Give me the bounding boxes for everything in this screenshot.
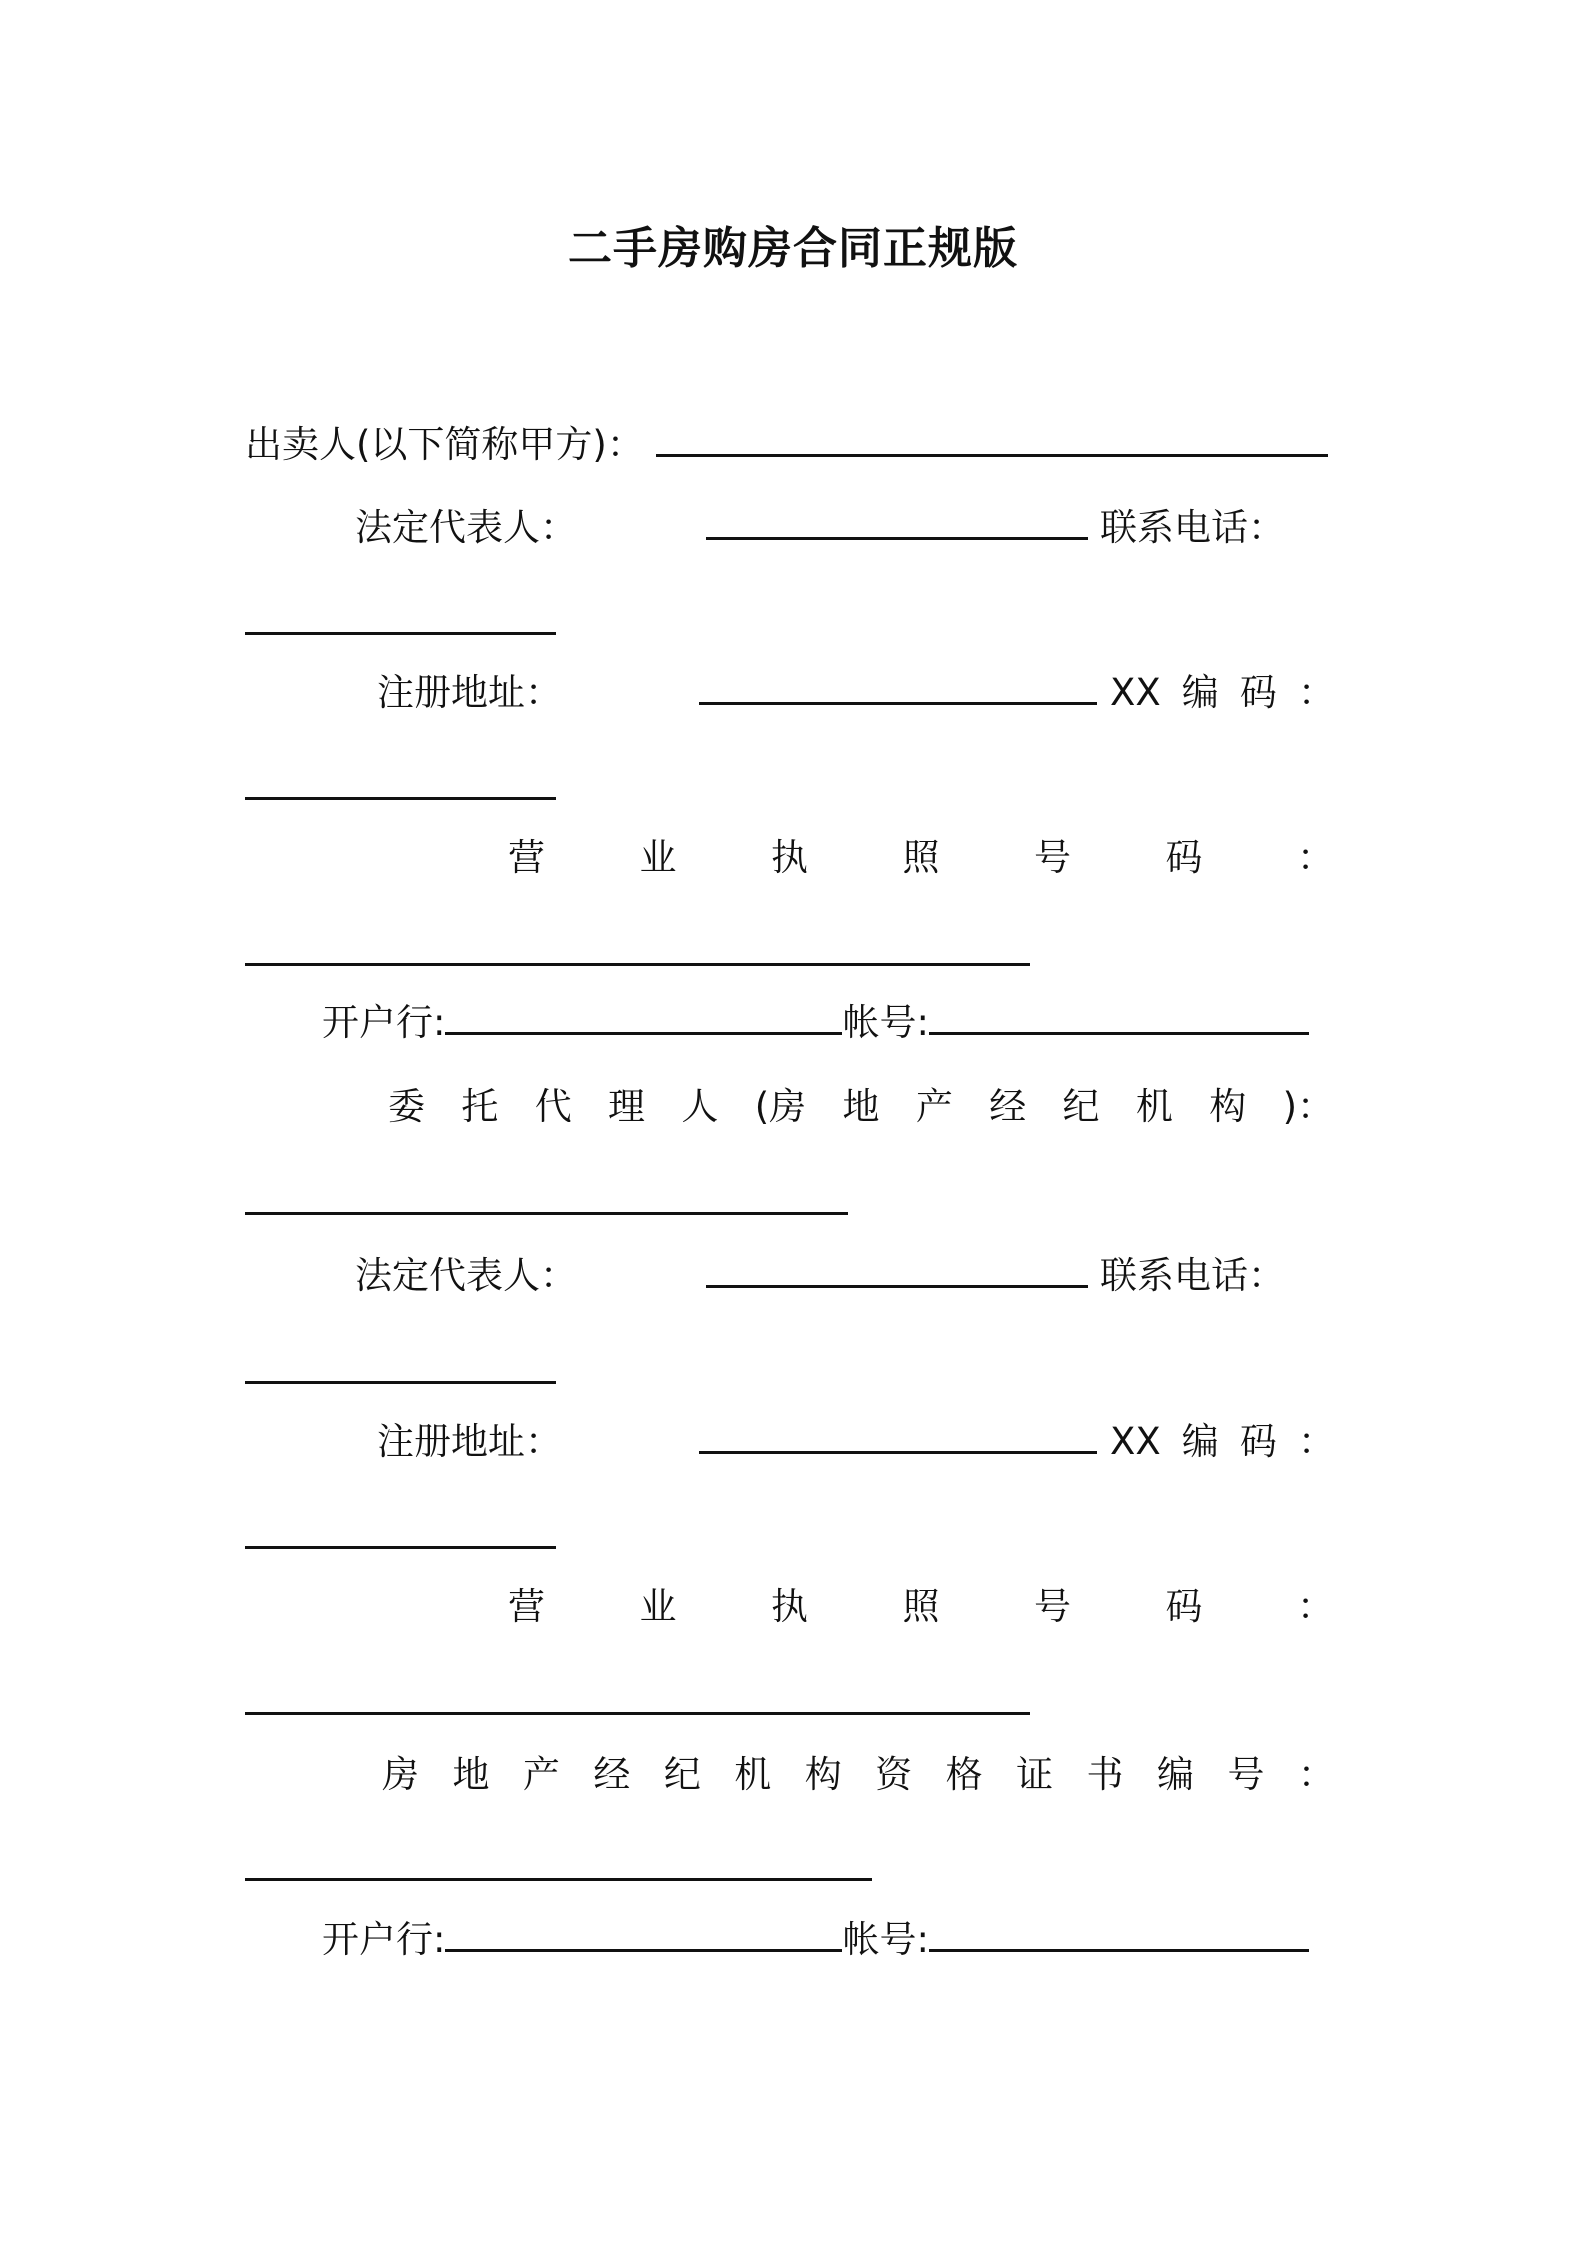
label-char: 号: [1034, 836, 1071, 879]
agent-bank-blank[interactable]: [445, 1915, 842, 1952]
agent-phone-blank[interactable]: [245, 1381, 556, 1384]
seller-account-blank[interactable]: [929, 998, 1309, 1035]
label-char: 法: [355, 1254, 392, 1297]
label-char: 册: [414, 671, 451, 714]
seller-address-line: [377, 668, 1345, 718]
label-char: ：: [1248, 506, 1285, 549]
label-char: 人: [503, 1254, 540, 1297]
label-char: 执: [771, 1585, 808, 1628]
label-char: 产: [915, 1085, 953, 1128]
label-char: 构: [1209, 1085, 1247, 1128]
label-char: 编: [1181, 1420, 1219, 1463]
label-char: 编: [1181, 671, 1219, 714]
agent-legal-rep-blank[interactable]: [706, 1251, 1088, 1288]
label-char: 址: [488, 671, 525, 714]
label-char: 地: [451, 1420, 488, 1463]
label-char: ：: [1297, 671, 1335, 714]
seller-bank-line: [322, 998, 1352, 1048]
label-char: 码: [1239, 1420, 1277, 1463]
label-char: 地: [842, 1085, 880, 1128]
label-char: 执: [771, 836, 808, 879]
label-char: 册: [414, 1420, 451, 1463]
seller-license-blank[interactable]: [245, 963, 1030, 966]
label-char: 委: [388, 1085, 425, 1128]
seller-license-line: [508, 833, 1345, 883]
agent-cert-line: [382, 1750, 1345, 1800]
label-char: 产: [522, 1753, 560, 1796]
label-char: 房: [382, 1753, 419, 1796]
label-char: 表: [466, 506, 503, 549]
label-char: 定: [392, 506, 429, 549]
label-char: 照: [902, 1585, 940, 1628]
label-char: 码: [1165, 836, 1203, 879]
seller-address-blank[interactable]: [699, 668, 1097, 705]
agent-license-line: [508, 1582, 1345, 1632]
label-char: 系: [1137, 506, 1174, 549]
label-char: 机: [734, 1753, 772, 1796]
seller-code-blank[interactable]: [245, 797, 556, 800]
label-char: 联: [1100, 506, 1137, 549]
agent-bank-line: [322, 1915, 1352, 1965]
label-char: 电: [1174, 506, 1211, 549]
label-char: 联: [1100, 1254, 1137, 1297]
label-char: 人: [503, 506, 540, 549]
label-char: (房: [754, 1085, 807, 1128]
label-char: 表: [466, 1254, 503, 1297]
label-char: XX: [1110, 1420, 1161, 1463]
label-char: 代: [429, 1254, 466, 1297]
label-char: 话: [1211, 506, 1248, 549]
seller-legal-rep-blank[interactable]: [706, 503, 1088, 540]
label-char: 定: [392, 1254, 429, 1297]
label-char: 话: [1211, 1254, 1248, 1297]
seller-legal-rep-line: [355, 503, 1345, 553]
label-char: 营: [508, 1585, 545, 1628]
label-char: 开户行:: [322, 1001, 446, 1044]
label-char: 注: [377, 1420, 414, 1463]
label-char: 码: [1239, 671, 1277, 714]
label-char: 编: [1156, 1753, 1194, 1796]
label-char: 构: [804, 1753, 842, 1796]
label-char: 法: [355, 506, 392, 549]
label-char: 书: [1086, 1753, 1124, 1796]
label-char: ：: [540, 1254, 577, 1297]
label-char: 代: [429, 506, 466, 549]
label-char: 经: [593, 1753, 631, 1796]
label-char: )：: [1282, 1085, 1334, 1128]
seller-phone-blank[interactable]: [245, 632, 556, 635]
label-char: 码: [1165, 1585, 1203, 1628]
agent-legal-rep-line: [355, 1251, 1345, 1301]
label-char: ：: [525, 1420, 562, 1463]
label-char: 地: [452, 1753, 490, 1796]
label-char: 业: [639, 1585, 677, 1628]
seller-bank-blank[interactable]: [445, 998, 842, 1035]
label-char: ：: [1248, 1254, 1285, 1297]
agent-code-blank[interactable]: [245, 1546, 556, 1549]
agent-line: [388, 1082, 1345, 1132]
label-char: 帐号:: [842, 1001, 929, 1044]
label-char: 址: [488, 1420, 525, 1463]
label-char: 经: [989, 1085, 1027, 1128]
label-char: 证: [1016, 1753, 1054, 1796]
label-char: 帐号:: [842, 1918, 929, 1961]
label-char: 号: [1227, 1753, 1265, 1796]
label-char: 托: [461, 1085, 499, 1128]
label-char: ：: [1297, 1753, 1335, 1796]
label-char: 营: [508, 836, 545, 879]
document-title: 二手房购房合同正规版: [568, 223, 1018, 274]
seller-label: 出卖人(以下简称甲方)：: [245, 423, 644, 466]
label-char: ：: [1297, 1585, 1334, 1628]
label-char: ：: [1297, 836, 1334, 879]
label-char: 机: [1135, 1085, 1173, 1128]
label-char: 纪: [1062, 1085, 1100, 1128]
label-char: ：: [1297, 1420, 1335, 1463]
agent-address-blank[interactable]: [699, 1417, 1097, 1454]
agent-account-blank[interactable]: [929, 1915, 1309, 1952]
label-char: 地: [451, 671, 488, 714]
agent-name-blank[interactable]: [245, 1212, 848, 1215]
agent-address-line: [377, 1417, 1345, 1467]
label-char: 系: [1137, 1254, 1174, 1297]
label-char: 业: [639, 836, 677, 879]
seller-name-blank[interactable]: [656, 420, 1328, 457]
label-char: 纪: [663, 1753, 701, 1796]
label-char: ：: [525, 671, 562, 714]
label-char: 资: [875, 1753, 913, 1796]
agent-license-blank[interactable]: [245, 1712, 1030, 1715]
label-char: ：: [540, 506, 577, 549]
label-char: 照: [902, 836, 940, 879]
label-char: 开户行:: [322, 1918, 446, 1961]
label-char: XX: [1110, 671, 1161, 714]
label-char: 电: [1174, 1254, 1211, 1297]
label-char: 格: [945, 1753, 983, 1796]
label-char: 理: [608, 1085, 646, 1128]
label-char: 注: [377, 671, 414, 714]
agent-cert-blank[interactable]: [245, 1878, 872, 1881]
label-char: 号: [1034, 1585, 1071, 1628]
label-char: 代: [534, 1085, 572, 1128]
seller-line: [245, 420, 1345, 470]
label-char: 人: [681, 1085, 719, 1128]
